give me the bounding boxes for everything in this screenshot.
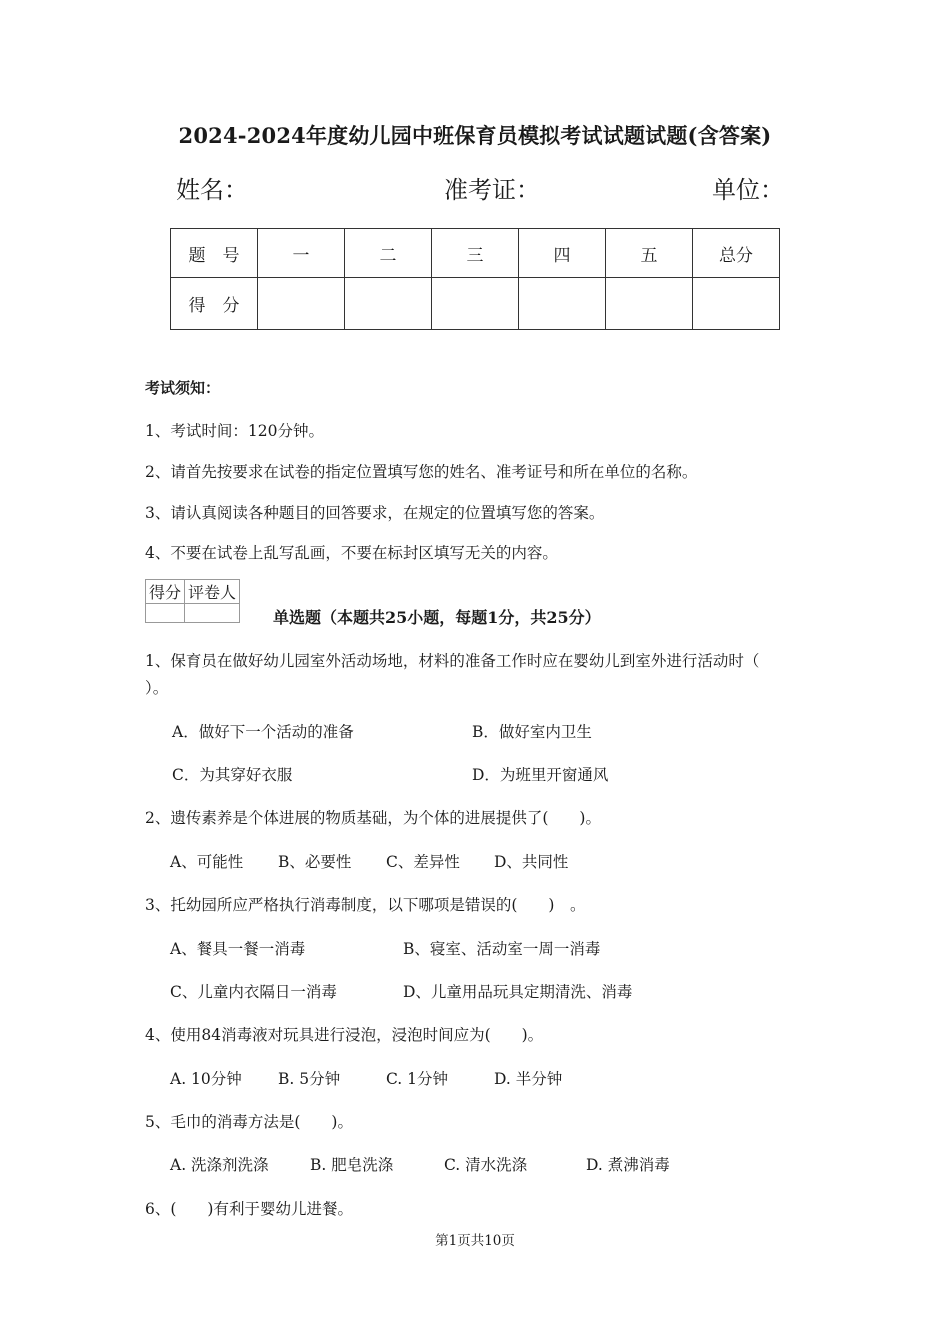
exam-id-field-label: 准考证：	[444, 176, 540, 204]
score-table-header-cell: 三	[432, 229, 519, 278]
grader-score-label: 得分	[146, 580, 185, 604]
notice-item: 3、请认真阅读各种题目的回答要求，在规定的位置填写您的答案。	[145, 504, 605, 522]
score-table-header-cell: 题 号	[171, 229, 258, 278]
question-2-text: 2、遗传素养是个体进展的物质基础，为个体的进展提供了( )。	[145, 809, 601, 827]
notice-heading: 考试须知：	[145, 379, 221, 397]
score-cell[interactable]	[258, 278, 345, 330]
name-field-label: 姓名：	[176, 176, 248, 204]
score-cell[interactable]	[519, 278, 606, 330]
question-4-text: 4、使用84消毒液对玩具进行浸泡，浸泡时间应为( )。	[145, 1026, 544, 1044]
question-1-option-d: D．为班里开窗通风	[472, 766, 609, 784]
score-cell[interactable]	[606, 278, 693, 330]
score-table-header-cell: 一	[258, 229, 345, 278]
score-table-header-cell: 二	[345, 229, 432, 278]
score-table-header-row	[171, 229, 780, 278]
grader-box	[145, 579, 240, 623]
score-table-header-cell: 总分	[693, 229, 780, 278]
notice-item: 4、不要在试卷上乱写乱画，不要在标封区填写无关的内容。	[145, 544, 558, 562]
question-2-option-b: B、必要性	[278, 853, 352, 871]
question-5-text: 5、毛巾的消毒方法是( )。	[145, 1113, 353, 1131]
grader-box-blank-row	[146, 604, 240, 623]
grader-score-cell[interactable]	[146, 604, 185, 623]
question-3-text: 3、托幼园所应严格执行消毒制度，以下哪项是错误的( ) 。	[145, 896, 586, 914]
score-cell[interactable]	[693, 278, 780, 330]
grader-name-label: 评卷人	[185, 580, 240, 604]
question-1-text: 1、保育员在做好幼儿园室外活动场地，材料的准备工作时应在婴幼儿到室外进行活动时（	[145, 652, 760, 670]
score-row-label: 得 分	[171, 278, 258, 330]
page-title: 2024-2024年度幼儿园中班保育员模拟考试试题试题(含答案)	[178, 123, 772, 148]
question-4-option-a: A. 10分钟	[170, 1070, 242, 1088]
question-4-option-c: C. 1分钟	[386, 1070, 449, 1088]
question-1-option-c: C．为其穿好衣服	[172, 766, 293, 784]
question-6-text: 6、( )有利于婴幼儿进餐。	[145, 1200, 353, 1218]
question-3-option-c: C、儿童内衣隔日一消毒	[170, 983, 337, 1001]
notice-item: 1、考试时间：120分钟。	[145, 422, 324, 440]
question-5-option-c: C. 清水洗涤	[444, 1156, 528, 1174]
score-table-header-cell: 四	[519, 229, 606, 278]
question-2-option-a: A、可能性	[170, 853, 244, 871]
grader-name-cell[interactable]	[185, 604, 240, 623]
unit-field-label: 单位：	[712, 176, 784, 204]
question-5-option-a: A. 洗涤剂洗涤	[170, 1156, 269, 1174]
question-4-option-b: B. 5分钟	[278, 1070, 341, 1088]
score-table-score-row	[171, 278, 780, 330]
question-3-option-d: D、儿童用品玩具定期清洗、消毒	[403, 983, 633, 1001]
score-cell[interactable]	[345, 278, 432, 330]
question-1-text-continued: ）。	[145, 679, 169, 697]
question-5-option-b: B. 肥皂洗涤	[310, 1156, 394, 1174]
section-title: 单选题（本题共25小题，每题1分，共25分）	[273, 608, 601, 627]
question-1-option-a: A．做好下一个活动的准备	[172, 723, 354, 741]
page-footer: 第1页共10页	[435, 1233, 515, 1249]
score-table-header-cell: 五	[606, 229, 693, 278]
notice-item: 2、请首先按要求在试卷的指定位置填写您的姓名、准考证号和所在单位的名称。	[145, 463, 698, 481]
score-cell[interactable]	[432, 278, 519, 330]
question-5-option-d: D. 煮沸消毒	[586, 1156, 670, 1174]
question-4-option-d: D. 半分钟	[494, 1070, 563, 1088]
question-2-option-d: D、共同性	[494, 853, 569, 871]
grader-box-header	[146, 580, 240, 604]
question-3-option-b: B、寝室、活动室一周一消毒	[403, 940, 601, 958]
question-1-option-b: B．做好室内卫生	[472, 723, 592, 741]
score-table	[170, 228, 780, 330]
question-2-option-c: C、差异性	[386, 853, 460, 871]
question-3-option-a: A、餐具一餐一消毒	[170, 940, 306, 958]
